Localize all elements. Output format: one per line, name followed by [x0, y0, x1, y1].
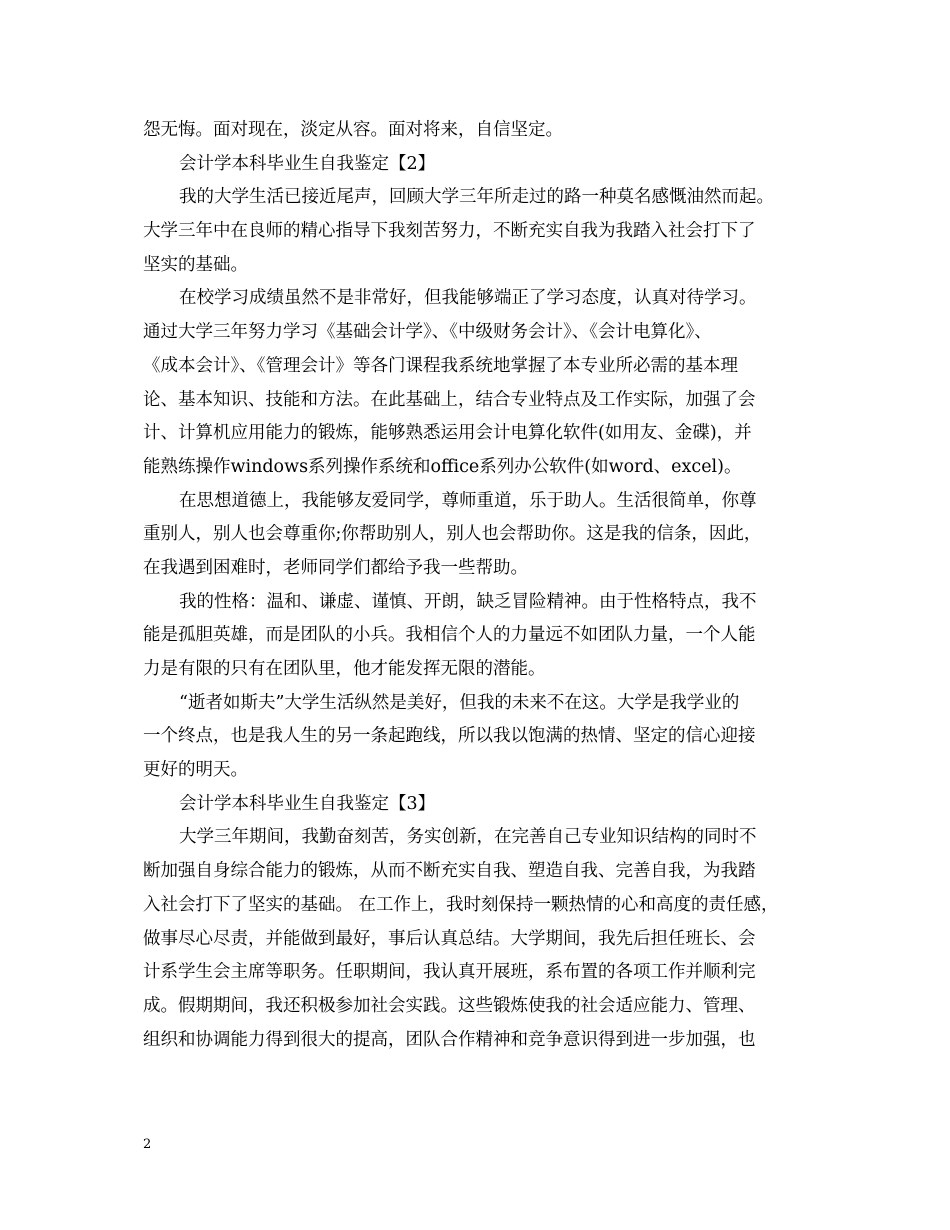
- text-line: 入社会打下了坚实的基础。 在工作上，我时刻保持一颗热情的心和高度的责任感，: [143, 894, 779, 915]
- text-line: 《成本会计》、《管理会计》等各门课程我系统地掌握了本专业所必需的基本理: [143, 355, 738, 376]
- text-line: 一个终点，也是我人生的另一条起跑线，所以我以饱满的热情、坚定的信心迎接: [143, 726, 756, 747]
- text-line: 在校学习成绩虽然不是非常好，但我能够端正了学习态度，认真对待学习。: [179, 288, 757, 309]
- text-line: 能熟练操作windows系列操作系统和office系列办公软件(如word、excel)。: [143, 456, 742, 477]
- document-body: [143, 114, 823, 1057]
- text-line: 大学三年期间，我勤奋刻苦，务实创新，在完善自己专业知识结构的同时不: [179, 827, 757, 848]
- text-line: 在思想道德上，我能够友爱同学，尊师重道，乐于助人。生活很简单，你尊: [179, 490, 757, 511]
- text-line: 计系学生会主席等职务。任职期间，我认真开展班，系布置的各项工作并顺利完: [143, 962, 756, 983]
- text-line: 我的大学生活已接近尾声，回顾大学三年所走过的路一种莫名感慨油然而起。: [179, 187, 774, 208]
- text-line: 组织和协调能力得到很大的提高，团队合作精神和竞争意识得到进一步加强，也: [143, 1029, 756, 1050]
- text-line: 在我遇到困难时，老师同学们都给予我一些帮助。: [143, 557, 528, 578]
- text-line: 怨无悔。面对现在，淡定从容。面对将来，自信坚定。: [143, 120, 563, 140]
- text-line: 计、计算机应用能力的锻炼，能够熟悉运用会计电算化软件(如用友、金碟)，并: [143, 423, 752, 444]
- text-line: 断加强自身综合能力的锻炼，从而不断充实自我、塑造自我、完善自我，为我踏: [143, 861, 756, 882]
- text-line: 通过大学三年努力学习《基础会计学》、《中级财务会计》、《会计电算化》、: [143, 322, 712, 343]
- text-line: 力是有限的只有在团队里，他才能发挥无限的潜能。: [143, 659, 546, 679]
- text-line: 能是孤胆英雄，而是团队的小兵。我相信个人的力量远不如团队力量，一个人能: [143, 625, 756, 646]
- page-number: 2: [143, 1137, 152, 1152]
- text-line: 重别人，别人也会尊重你;你帮助别人，别人也会帮助你。这是我的信条，因此，: [143, 524, 762, 545]
- text-line: 成。假期期间，我还积极参加社会实践。这些锻炼使我的社会适应能力、管理、: [143, 995, 756, 1016]
- text-line: 更好的明天。: [143, 760, 248, 781]
- section-heading: 会计学本科毕业生自我鉴定【3】: [179, 793, 436, 814]
- text-line: 我的性格：温和、谦虚、谨慎、开朗，缺乏冒险精神。由于性格特点，我不: [179, 591, 757, 612]
- text-line: “逝者如斯夫”大学生活纵然是美好，但我的未来不在这。大学是我学业的: [179, 692, 740, 713]
- text-line: 做事尽心尽责，并能做到最好，事后认真总结。大学期间，我先后担任班长、会: [143, 928, 756, 949]
- text-line: 大学三年中在良师的精心指导下我刻苦努力，不断充实自我为我踏入社会打下了: [143, 221, 756, 242]
- section-heading: 会计学本科毕业生自我鉴定【2】: [179, 153, 436, 174]
- text-line: 论、基本知识、技能和方法。在此基础上，结合专业特点及工作实际，加强了会: [143, 389, 756, 410]
- text-line: 坚实的基础。: [143, 254, 248, 275]
